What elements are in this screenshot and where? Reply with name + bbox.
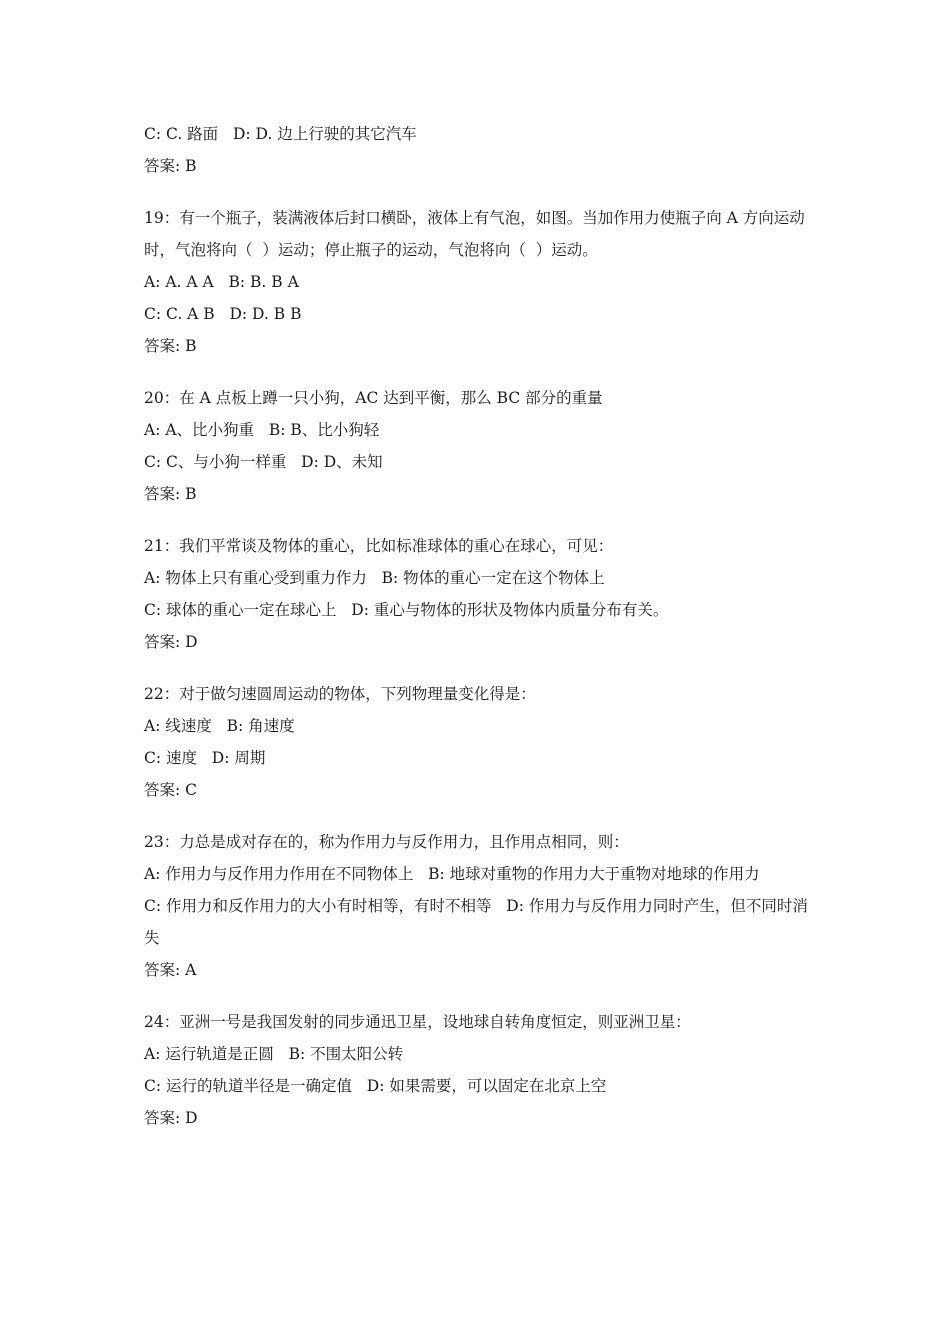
answer: 答案: B: [144, 485, 197, 503]
question-text: 23：力总是成对存在的，称为作用力与反作用力，且作用点相同，则：: [144, 833, 629, 851]
question-24: [144, 1006, 814, 1134]
question-text: 20：在 A 点板上蹲一只小狗，AC 达到平衡，那么 BC 部分的重量: [144, 389, 603, 407]
question-text: 22：对于做匀速圆周运动的物体，下列物理量变化得是：: [144, 685, 536, 703]
question-text: 24：亚洲一号是我国发射的同步通迅卫星，设地球自转角度恒定，则亚洲卫星：: [144, 1013, 691, 1031]
options-cd: C: C. A B D: D. B B: [144, 305, 302, 323]
options-cd: C: C、与小狗一样重 D: D、未知: [144, 453, 383, 471]
answer: 答案: D: [144, 633, 198, 651]
answer: 答案: C: [144, 781, 198, 799]
options-cd: C: C. 路面 D: D. 边上行驶的其它汽车: [144, 125, 417, 143]
options-ab: A: 物体上只有重心受到重力作力 B: 物体的重心一定在这个物体上: [144, 569, 605, 587]
answer: 答案: B: [144, 157, 197, 175]
options-cd: C: 速度 D: 周期: [144, 749, 266, 767]
answer: 答案: D: [144, 1109, 198, 1127]
options-ab: A: A. A A B: B. B A: [144, 273, 299, 291]
options-cd: C: 作用力和反作用力的大小有时相等，有时不相等 D: 作用力与反作用力同时产生，但不同时消失: [144, 897, 808, 947]
document-page: [144, 118, 814, 1154]
question-18-continuation: [144, 118, 814, 182]
options-ab: A: 运行轨道是正圆 B: 不围太阳公转: [144, 1045, 404, 1063]
question-text: 21：我们平常谈及物体的重心，比如标准球体的重心在球心，可见：: [144, 537, 614, 555]
answer: 答案: B: [144, 337, 197, 355]
options-ab: A: 作用力与反作用力作用在不同物体上 B: 地球对重物的作用力大于重物对地球的作用力: [144, 865, 760, 883]
question-21: [144, 530, 814, 658]
options-ab: A: 线速度 B: 角速度: [144, 717, 295, 735]
question-22: [144, 678, 814, 806]
answer: 答案: A: [144, 961, 197, 979]
question-text: 19：有一个瓶子，装满液体后封口横卧，液体上有气泡，如图。当加作用力使瓶子向 A 方向运动时，气泡将向（ ）运动；停止瓶子的运动，气泡将向（ ）运动。: [144, 209, 805, 259]
options-cd: C: 运行的轨道半径是一确定值 D: 如果需要，可以固定在北京上空: [144, 1077, 607, 1095]
question-23: [144, 826, 814, 986]
question-19: [144, 202, 814, 362]
question-20: [144, 382, 814, 510]
options-ab: A: A、比小狗重 B: B、比小狗轻: [144, 421, 380, 439]
options-cd: C: 球体的重心一定在球心上 D: 重心与物体的形状及物体内质量分布有关。: [144, 601, 669, 619]
